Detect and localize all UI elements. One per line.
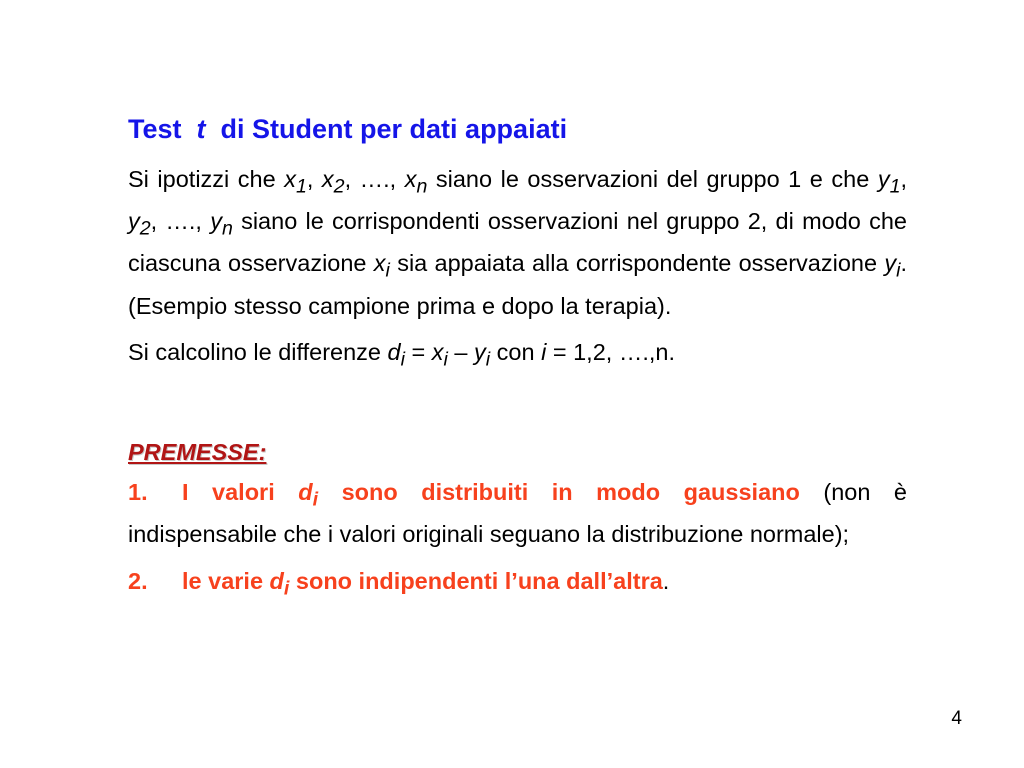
sub-i: i: [896, 260, 901, 283]
item-number: 2.: [128, 567, 148, 594]
premise-item-1: [128, 475, 907, 552]
sub-i: i: [283, 577, 290, 600]
slide-content: [128, 110, 907, 606]
var-x2: x: [321, 166, 334, 192]
var-y2: y: [128, 208, 140, 235]
title-rest: di Student per dati appaiati: [220, 114, 568, 144]
page-number: 4: [951, 708, 962, 729]
premise-item-2: [128, 564, 907, 606]
sub-i: i: [312, 488, 319, 511]
comma: ,: [306, 166, 322, 192]
sub-1: 1: [295, 175, 307, 198]
p2-text-1: Si calcolino le differenze: [128, 339, 388, 366]
item-lead: I valori: [182, 479, 299, 506]
p2-text-2: 1,2, ….,n.: [573, 339, 675, 366]
var-y: y: [474, 339, 486, 366]
var-i: i: [541, 339, 547, 366]
equals: =: [404, 339, 432, 366]
item-number: 1.: [128, 479, 148, 506]
p1-text-3: siano le corrispondenti osservazioni nel gruppo 2, di modo che ciascuna osservazione: [128, 208, 907, 277]
p1-text-1: Si ipotizzi che: [128, 166, 285, 192]
sub-i: i: [400, 348, 405, 371]
sub-n: n: [221, 217, 233, 240]
sub-i: i: [443, 348, 448, 371]
item-note: (non è indispensabile che i valori originali seguano la distribuzione normale);: [128, 479, 907, 548]
var-d: d: [298, 479, 313, 506]
var-xi: x: [373, 250, 386, 277]
item-lead: le varie: [182, 567, 270, 594]
var-d: d: [269, 567, 284, 594]
sub-1: 1: [889, 175, 901, 198]
equals: =: [546, 339, 574, 366]
sub-2: 2: [333, 175, 345, 198]
var-xn: x: [404, 166, 417, 192]
var-y1: y: [877, 166, 890, 192]
minus: –: [447, 339, 475, 366]
premesse-heading: PREMESSE:: [128, 439, 267, 466]
p1-text-2: siano le osservazioni del gruppo 1 e che: [427, 166, 878, 192]
sub-2: 2: [139, 217, 151, 240]
var-x: x: [431, 339, 444, 366]
p1-text-5: . (Esempio stesso campione prima e dopo la terapia).: [128, 250, 907, 319]
sub-n: n: [416, 175, 428, 198]
item-period: .: [662, 567, 670, 594]
var-x1: x: [284, 166, 296, 192]
title-test: Test: [128, 114, 182, 144]
ellipsis: , ….,: [344, 166, 405, 192]
var-yn: y: [210, 208, 222, 235]
item-emphasis: sono indipendenti l’una dall’altra: [289, 567, 663, 594]
var-yi: y: [884, 250, 897, 277]
sub-i: i: [385, 260, 390, 283]
differences-paragraph: [128, 335, 907, 377]
con-word: con: [490, 339, 542, 366]
title-t-symbol: t: [196, 114, 206, 144]
slide-title: [128, 110, 907, 148]
var-d: d: [387, 339, 401, 366]
item-emphasis: sono distribuiti in modo gaussiano: [318, 479, 800, 506]
hypothesis-paragraph: [128, 162, 907, 323]
spacer: [128, 377, 907, 435]
ellipsis: , ….,: [150, 208, 211, 235]
sub-i: i: [485, 348, 491, 371]
p1-text-4: sia appaiata alla corrispondente osservazione: [389, 250, 885, 277]
comma: ,: [900, 166, 907, 192]
